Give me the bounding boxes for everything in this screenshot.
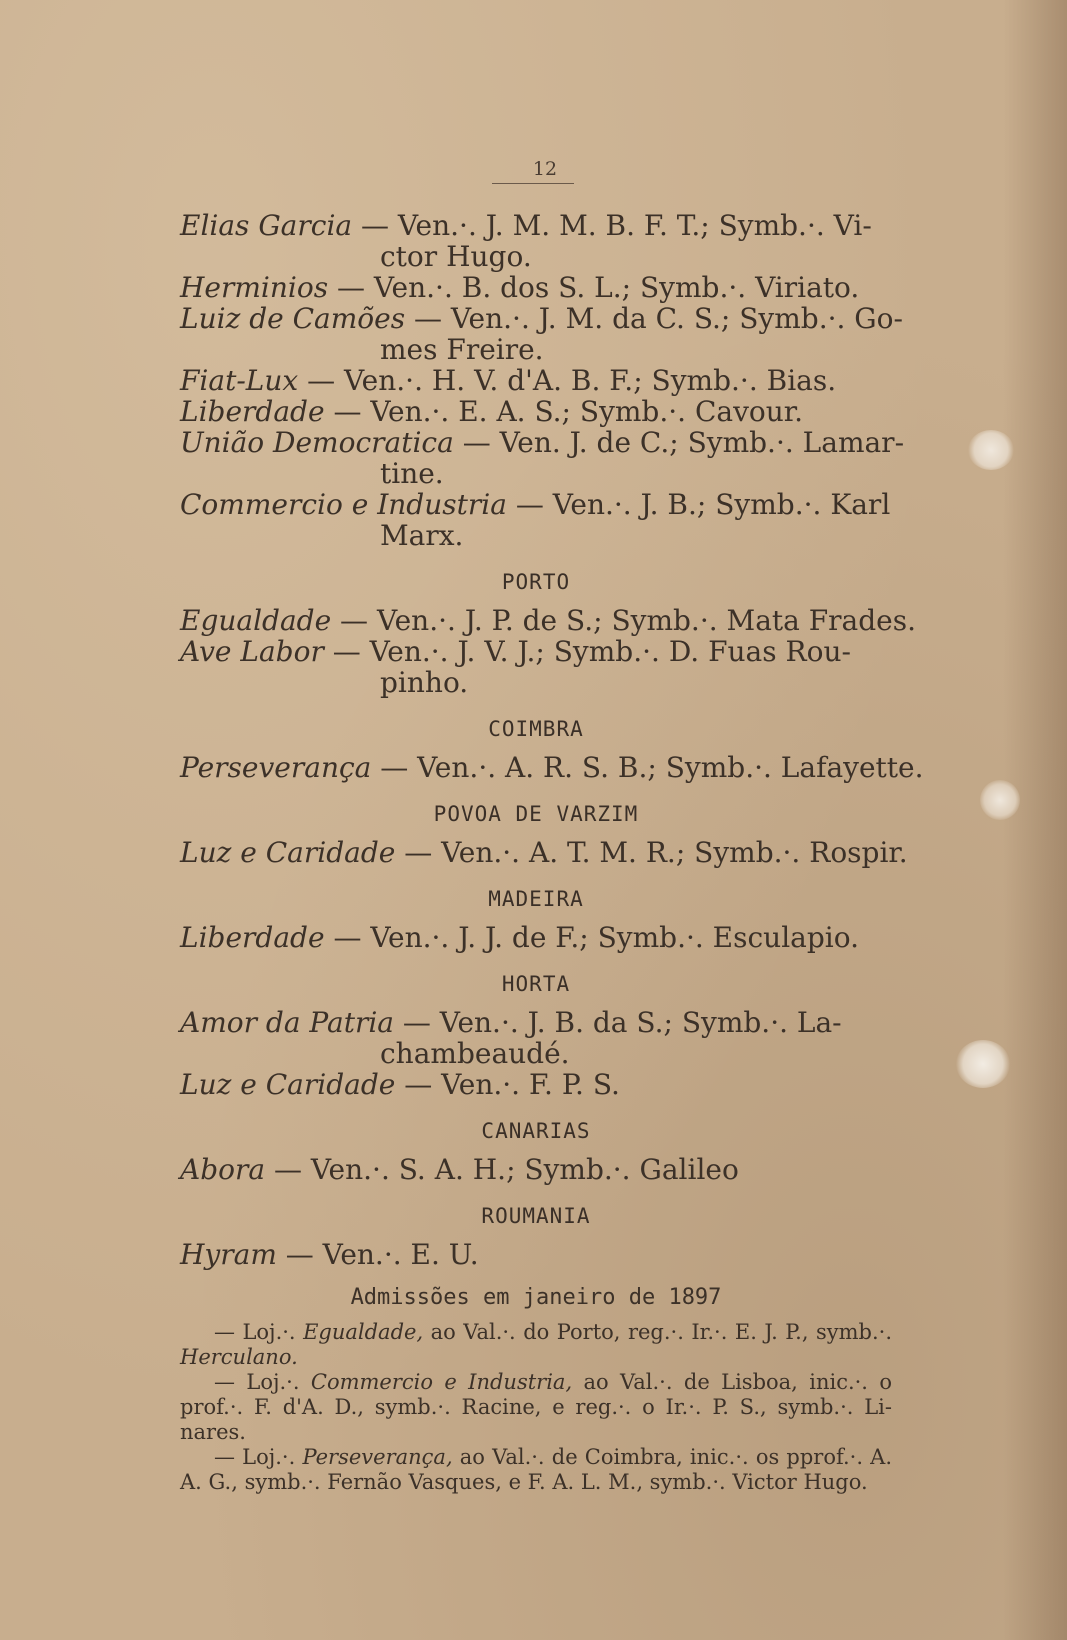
lodge-name: Liberdade [180,395,325,428]
lodge-details: — Ven.·. B. dos S. L.; Symb.·. Viriato. [328,271,860,304]
lodge-entry [180,1007,892,1069]
admission-pre: — Loj.·. [214,1370,311,1394]
lodge-details-continued: chambeaudé. [380,1037,570,1070]
lodge-entry [180,1239,892,1270]
text-column [180,209,924,1495]
admission-pre: — Loj.·. [214,1320,304,1344]
lodge-details: — Ven.·. J. J. de F.; Symb.·. Esculapio. [324,921,859,954]
admission-name2: Herculano. [180,1345,298,1369]
admission-name: Perseverança, [302,1445,453,1469]
lodge-details: — Ven.·. E. U. [276,1238,479,1271]
admission-mid: ao Val.·. de Lisboa, inic.·. o prof.·. F. d'A. D., symb.·. Racine, e reg.·. o Ir.·. P. S., symb.·. Li-nares. [180,1370,892,1444]
lodge-details: — Ven.·. E. A. S.; Symb.·. Cavour. [324,395,803,428]
admissions-block [180,1284,892,1495]
lodge-details: — Ven.·. A. T. M. R.; Symb.·. Rospir. [395,836,908,869]
lodge-details-continued: ctor Hugo. [380,240,532,273]
section-heading: MADEIRA [488,887,584,911]
section-heading: HORTA [501,972,571,996]
lodge-details: — Ven.·. J. B.; Symb.·. Karl [506,488,891,521]
lodge-details: — Ven.·. J. M. da C. S.; Symb.·. Go- [405,302,903,335]
lodge-entry [180,751,924,784]
lodge-details: — Ven.·. S. A. H.; Symb.·. Galileo [265,1153,739,1186]
lodge-details-continued: pinho. [380,666,469,699]
lodge-list-lisboa [180,209,905,552]
lodge-entry [180,426,905,490]
lodge-details: — Ven.·. H. V. d'A. B. F.; Symb.·. Bias. [298,364,837,397]
lodge-details-continued: mes Freire. [380,333,544,366]
lodge-entry [180,636,892,698]
admission-item [180,1320,892,1370]
admissions-title: Admissões em janeiro de 1897 [350,1285,722,1310]
lodge-name: Amor da Patria [180,1006,394,1039]
section-heading: POVOA DE VARZIM [433,802,639,826]
lodge-entry [180,922,892,953]
lodge-details: — Ven.·. J. M. M. B. F. T.; Symb.·. Vi- [352,209,872,242]
lodge-entry [180,1069,892,1100]
paper-stain [968,430,1014,470]
admission-item [180,1370,892,1445]
section-heading: COIMBRA [488,717,584,741]
lodge-details: — Ven.·. J. V. J.; Symb.·. D. Fuas Rou- [323,635,851,668]
lodge-name: Fiat-Lux [180,364,299,397]
lodge-details: — Ven.·. A. R. S. B.; Symb.·. Lafayette. [371,751,924,784]
lodge-entry [180,489,892,551]
admission-mid: ao Val.·. de Coimbra, inic.·. os pprof.·. A. A. G., symb.·. Fernão Vasques, e F. A. L. M., symb.·. Victor Hugo. [180,1445,893,1494]
lodge-name: Commercio e Industria [180,488,507,521]
admission-name: Egualdade, [303,1320,424,1344]
lodge-entry [180,836,908,869]
lodge-name: Herminios [180,271,329,304]
lodge-name: Luz e Caridade [180,836,396,869]
lodge-name: Ave Labor [180,635,324,668]
page-number-rule [492,183,574,184]
lodge-entry [180,604,916,637]
section-heading: CANARIAS [481,1119,591,1143]
admission-item [180,1445,892,1495]
lodge-entry [180,272,892,303]
lodge-details-continued: Marx. [380,519,464,552]
lodge-name: União Democratica [180,426,454,459]
lodge-details-continued: tine. [380,457,444,490]
page-number: 12 [532,158,558,180]
admission-name: Commercio e Industria, [310,1370,573,1394]
lodge-entry [180,396,892,427]
lodge-name: Abora [180,1153,266,1186]
lodge-name: Liberdade [180,921,325,954]
admissions-list [180,1320,892,1495]
lodge-name: Luiz de Camões [180,302,406,335]
paper-stain [956,1040,1010,1088]
lodge-sections [180,569,924,1271]
lodge-entry [180,1154,892,1185]
paper-stain [980,780,1020,820]
lodge-details: — Ven.·. F. P. S. [395,1068,620,1101]
lodge-entry [180,365,892,396]
admission-mid: ao Val.·. do Porto, reg.·. Ir.·. E. J. P., symb.·. [423,1320,892,1344]
section-heading: ROUMANIA [481,1204,591,1228]
lodge-details: — Ven. J. de C.; Symb.·. Lamar- [453,426,905,459]
lodge-details: — Ven.·. J. P. de S.; Symb.·. Mata Frades. [331,604,916,637]
lodge-details: — Ven.·. J. B. da S.; Symb.·. La- [394,1006,842,1039]
admission-pre: — Loj.·. [214,1445,303,1469]
lodge-name: Luz e Caridade [180,1068,396,1101]
lodge-entry [180,302,903,366]
lodge-name: Egualdade [180,604,332,637]
lodge-name: Hyram [180,1238,277,1271]
lodge-entry [180,210,892,272]
lodge-name: Perseverança [180,751,372,784]
section-heading: PORTO [501,570,571,594]
lodge-name: Elias Garcia [180,209,353,242]
